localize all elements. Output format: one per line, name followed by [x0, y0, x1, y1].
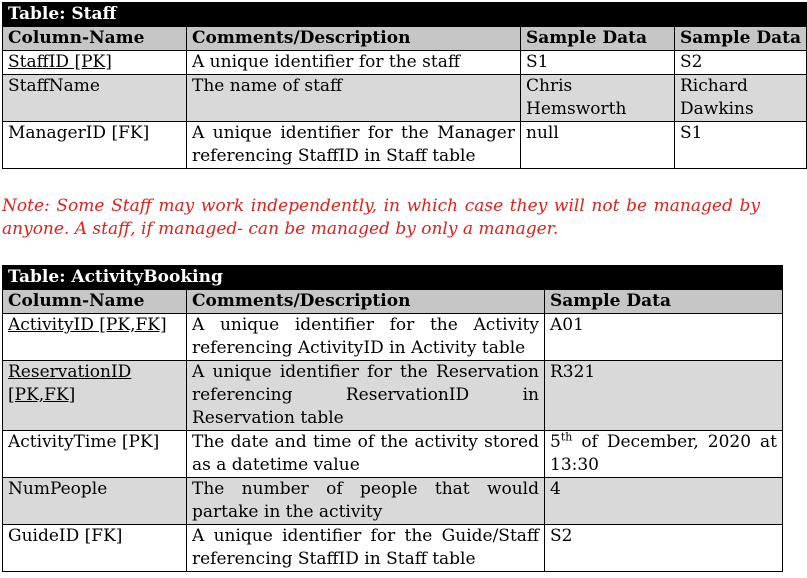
description-cell: A unique identifier for the Manager referencing StaffID in Staff table — [187, 122, 521, 169]
sample-day: 5 — [550, 432, 561, 452]
staff-table-title-row — [3, 3, 807, 27]
activity-table-header-row — [3, 290, 783, 314]
column-name-cell: ActivityID [PK,FK] — [3, 314, 187, 361]
staff-table-title: Table: Staff — [3, 3, 807, 27]
column-name-cell: NumPeople — [3, 478, 187, 525]
description-cell: A unique identifier for the Activity referencing ActivityID in Activity table — [187, 314, 545, 361]
description-cell: A unique identifier for the staff — [187, 51, 521, 75]
note-text: Note: Some Staff may work independently, in which case they will not be managed by anyone. A staff, if managed- can be managed by only a manager. — [2, 196, 760, 239]
sample-cell: S1 — [675, 122, 807, 169]
table-row — [3, 525, 783, 572]
sample-cell: S2 — [545, 525, 783, 572]
sample-cell: Chris Hemsworth — [521, 75, 675, 122]
staff-table — [2, 2, 807, 169]
table-row — [3, 75, 807, 122]
activity-table-title: Table: ActivityBooking — [3, 266, 783, 290]
table-row — [3, 361, 783, 431]
column-name-cell: StaffID [PK] — [3, 51, 187, 75]
header-column-name: Column-Name — [3, 290, 187, 314]
activity-booking-table — [2, 265, 783, 572]
table-row — [3, 314, 783, 361]
header-column-name: Column-Name — [3, 27, 187, 51]
header-sample-data: Sample Data — [521, 27, 675, 51]
header-sample-data: Sample Data — [545, 290, 783, 314]
header-description: Comments/Description — [187, 27, 521, 51]
sample-cell: Richard Dawkins — [675, 75, 807, 122]
sample-cell: S2 — [675, 51, 807, 75]
activity-table-title-row — [3, 266, 783, 290]
sample-cell — [545, 431, 783, 478]
sample-cell: A01 — [545, 314, 783, 361]
table-row — [3, 122, 807, 169]
description-cell: The name of staff — [187, 75, 521, 122]
description-cell: A unique identifier for the Guide/Staff referencing StaffID in Staff table — [187, 525, 545, 572]
description-cell: A unique identifier for the Reservation referencing ReservationID in Reservation table — [187, 361, 545, 431]
sample-date-rest: of December, 2020 at 13:30 — [550, 432, 777, 475]
sample-cell: S1 — [521, 51, 675, 75]
header-description: Comments/Description — [187, 290, 545, 314]
description-cell: The date and time of the activity stored as a datetime value — [187, 431, 545, 478]
sample-day-suffix: th — [560, 430, 573, 444]
sample-cell: R321 — [545, 361, 783, 431]
header-sample-data-2: Sample Data — [675, 27, 807, 51]
description-cell: The number of people that would partake in the activity — [187, 478, 545, 525]
staff-table-header-row — [3, 27, 807, 51]
column-name-cell: ActivityTime [PK] — [3, 431, 187, 478]
column-name-cell: GuideID [FK] — [3, 525, 187, 572]
table-row — [3, 478, 783, 525]
table-row — [3, 51, 807, 75]
table-row — [3, 431, 783, 478]
sample-cell: 4 — [545, 478, 783, 525]
column-name-cell: ManagerID [FK] — [3, 122, 187, 169]
column-name-cell: ReservationID [PK,FK] — [3, 361, 187, 431]
column-name-cell: StaffName — [3, 75, 187, 122]
sample-cell: null — [521, 122, 675, 169]
